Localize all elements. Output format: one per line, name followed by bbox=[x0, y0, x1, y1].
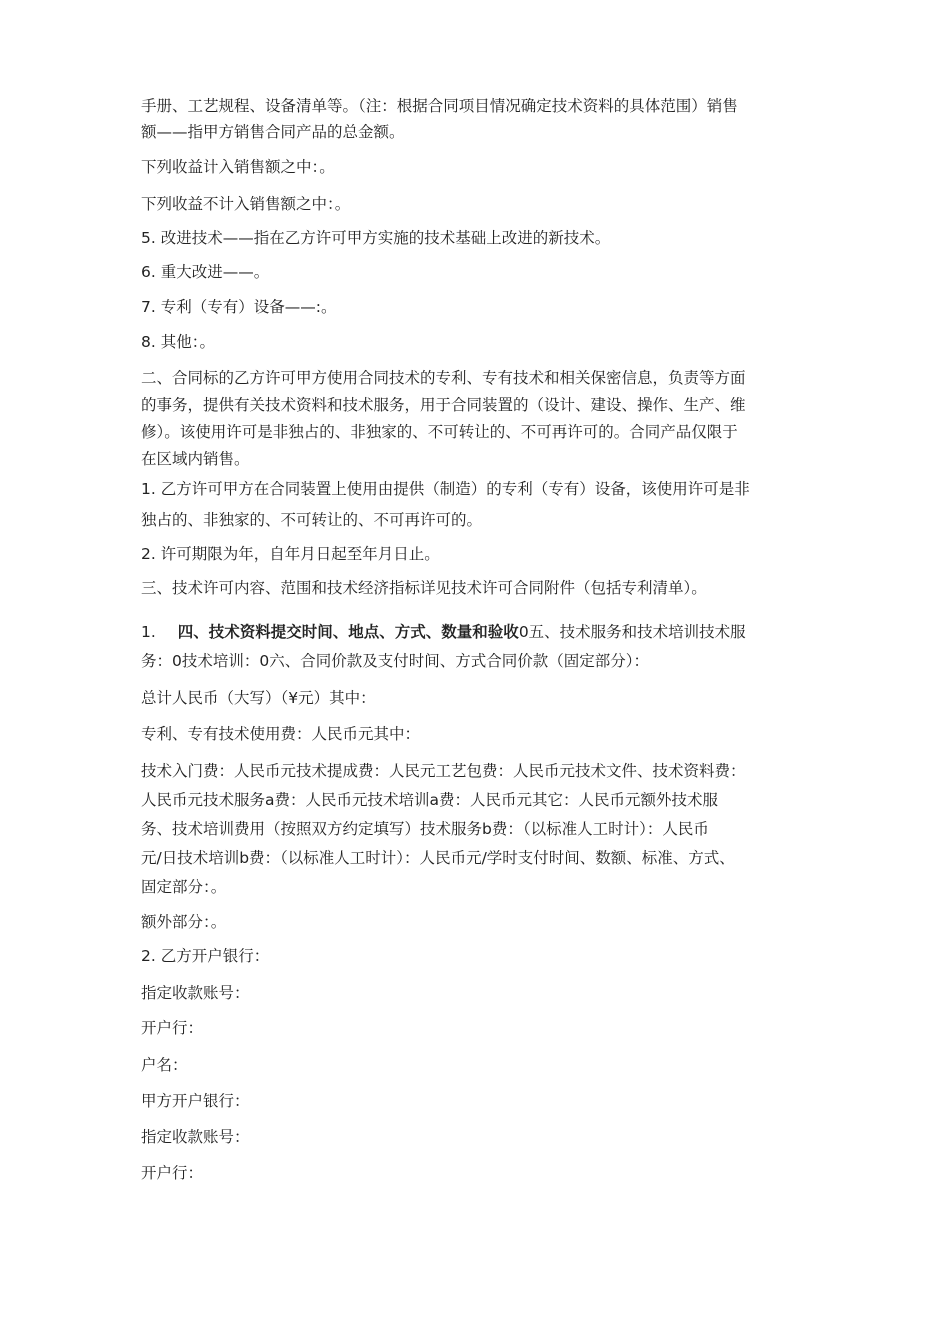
text-line: 专利、专有技术使用费：人民币元其中： bbox=[141, 725, 421, 743]
text-line: 6. 重大改进——。 bbox=[141, 263, 270, 281]
text-line: 开户行： bbox=[141, 1164, 204, 1182]
text-line: 2. 乙方开户银行： bbox=[141, 947, 270, 965]
text-line: 额——指甲方销售合同产品的总金额。 bbox=[141, 123, 405, 141]
text-line: 额外部分：。 bbox=[141, 913, 227, 931]
text-line: 务、技术培训费用（按照双方约定填写）技术服务b费：（以标准人工时计）：人民币 bbox=[141, 820, 709, 838]
text-line: 2. 许可期限为年，自年月日起至年月日止。 bbox=[141, 545, 440, 563]
text-line bbox=[141, 622, 746, 642]
text-line: 下列收益不计入销售额之中：。 bbox=[141, 195, 351, 213]
text-line: 下列收益计入销售额之中：。 bbox=[141, 158, 335, 176]
text-line: 1. 乙方许可甲方在合同装置上使用由提供（制造）的专利（专有）设备，该使用许可是非 bbox=[141, 480, 750, 498]
text-line: 户名： bbox=[141, 1056, 188, 1074]
text-line: 的事务，提供有关技术资料和技术服务，用于合同装置的（设计、建设、操作、生产、维 bbox=[141, 396, 746, 414]
text-line: 务：0技术培训：0六、合同价款及支付时间、方式合同价款（固定部分）： bbox=[141, 652, 649, 670]
text-line: 开户行： bbox=[141, 1019, 204, 1037]
text-line: 7. 专利（专有）设备——:。 bbox=[141, 298, 337, 316]
text-line: 二、合同标的乙方许可甲方使用合同技术的专利、专有技术和相关保密信息，负责等方面 bbox=[141, 369, 746, 387]
text-line: 在区域内销售。 bbox=[141, 450, 250, 468]
text-line: 手册、工艺规程、设备清单等。（注：根据合同项目情况确定技术资料的具体范围）销售 bbox=[141, 97, 738, 115]
text-line: 三、技术许可内容、范围和技术经济指标详见技术许可合同附件（包括专利清单）。 bbox=[141, 579, 707, 597]
section-heading: 四、技术资料提交时间、地点、方式、数量和验收 bbox=[177, 623, 519, 641]
text-line: 甲方开户银行： bbox=[141, 1092, 250, 1110]
list-number: 1. bbox=[141, 623, 156, 641]
text-line: 修）。该使用许可是非独占的、非独家的、不可转让的、不可再许可的。合同产品仅限于 bbox=[141, 423, 738, 441]
text-line: 8. 其他：。 bbox=[141, 333, 215, 351]
text-line: 固定部分：。 bbox=[141, 878, 227, 896]
text-line: 指定收款账号： bbox=[141, 1128, 250, 1146]
text-line: 指定收款账号： bbox=[141, 984, 250, 1002]
text-line: 人民币元技术服务a费：人民币元技术培训a费：人民币元其它：人民币元额外技术服 bbox=[141, 791, 718, 809]
text-line: 技术入门费：人民币元技术提成费：人民元工艺包费：人民币元技术文件、技术资料费： bbox=[141, 762, 746, 780]
text-line: 独占的、非独家的、不可转让的、不可再许可的。 bbox=[141, 511, 483, 529]
text-run: 0五、技术服务和技术培训技术服 bbox=[518, 623, 746, 641]
text-line: 总计人民币（大写）（¥元）其中： bbox=[141, 689, 376, 707]
text-line: 元/日技术培训b费：（以标准人工时计）：人民币元/学时支付时间、数额、标准、方式、 bbox=[141, 849, 735, 867]
text-line: 5. 改进技术——指在乙方许可甲方实施的技术基础上改进的新技术。 bbox=[141, 229, 611, 247]
